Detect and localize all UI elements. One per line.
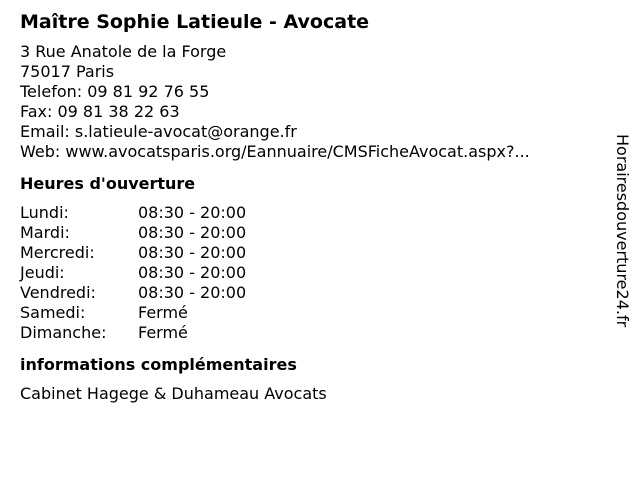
- hours-row-thursday: [20, 263, 605, 283]
- site-branding: Horairesdouverture24.fr: [613, 134, 632, 328]
- day-label: Mercredi:: [20, 243, 95, 262]
- hours-row-tuesday: [20, 223, 605, 243]
- opening-hours-heading: Heures d'ouverture: [20, 174, 196, 193]
- hours-row-wednesday: [20, 243, 605, 263]
- page-title: Maître Sophie Latieule - Avocate: [20, 11, 370, 33]
- hours-value: 08:30 - 20:00: [138, 263, 247, 282]
- day-label: Lundi:: [20, 203, 69, 222]
- hours-value: 08:30 - 20:00: [138, 283, 247, 302]
- hours-value: 08:30 - 20:00: [138, 223, 247, 242]
- hours-row-friday: [20, 283, 605, 303]
- day-label: Dimanche:: [20, 323, 107, 342]
- hours-value: Fermé: [138, 323, 188, 342]
- address-line-2: 75017 Paris: [20, 62, 115, 81]
- fax-number: Fax: 09 81 38 22 63: [20, 102, 180, 121]
- day-label: Samedi:: [20, 303, 86, 322]
- contact-block: [20, 42, 605, 162]
- day-label: Mardi:: [20, 223, 70, 242]
- hours-row-sunday: [20, 323, 605, 343]
- hours-value: 08:30 - 20:00: [138, 203, 247, 222]
- hours-value: 08:30 - 20:00: [138, 243, 247, 262]
- hours-row-saturday: [20, 303, 605, 323]
- day-label: Vendredi:: [20, 283, 96, 302]
- day-label: Jeudi:: [20, 263, 65, 282]
- phone-number: Telefon: 09 81 92 76 55: [20, 82, 210, 101]
- address-line-1: 3 Rue Anatole de la Forge: [20, 42, 227, 61]
- hours-value: Fermé: [138, 303, 188, 322]
- opening-hours-list: [20, 203, 605, 343]
- additional-info-text: Cabinet Hagege & Duhameau Avocats: [20, 384, 327, 403]
- additional-info-heading: informations complémentaires: [20, 355, 297, 374]
- website-address: Web: www.avocatsparis.org/Eannuaire/CMSFicheAvocat.aspx?...: [20, 142, 530, 161]
- hours-row-monday: [20, 203, 605, 223]
- email-address: Email: s.latieule-avocat@orange.fr: [20, 122, 297, 141]
- main-content: [20, 10, 605, 404]
